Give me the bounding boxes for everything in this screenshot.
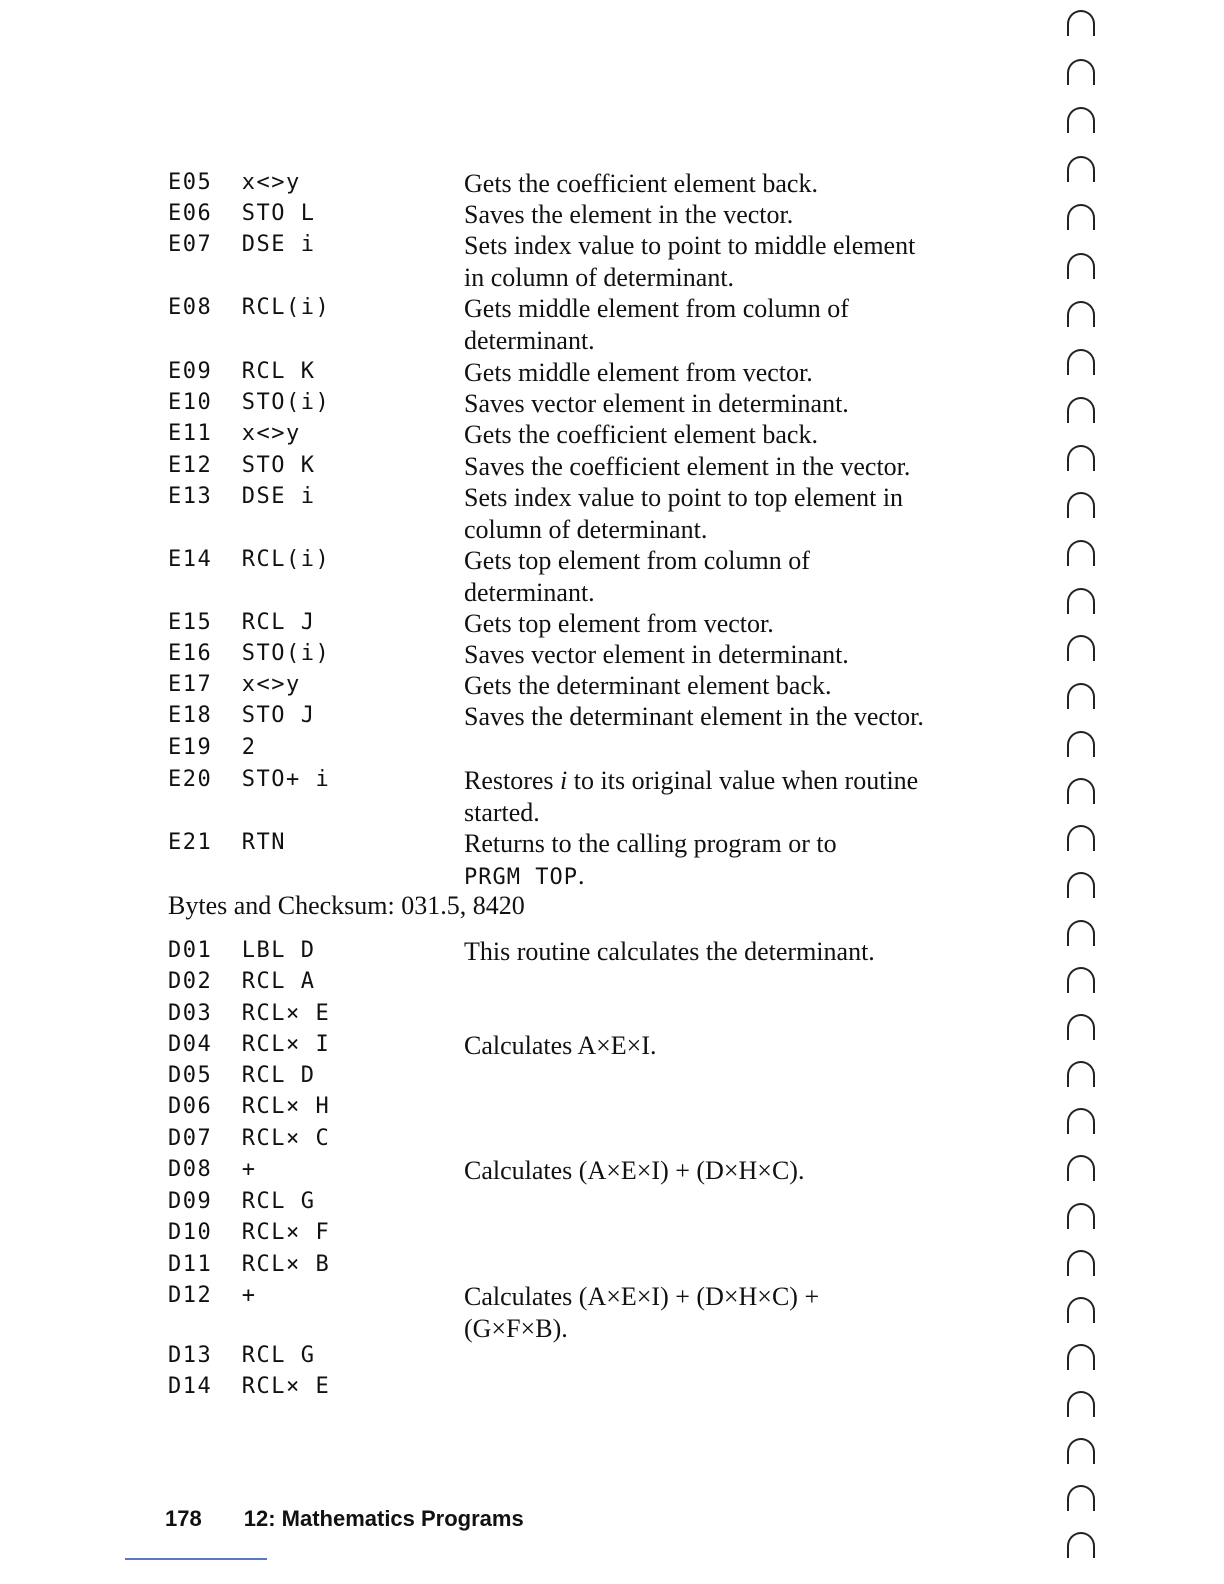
binding-ring-icon (1067, 204, 1095, 230)
desc-D04: Calculates A×E×I. (464, 1031, 657, 1060)
desc-E07: Sets index value to point to middle element in column of determinant. (464, 231, 916, 292)
step-E14: E14 RCL(i) (168, 547, 331, 572)
step-E17: E17 x<>y (168, 672, 301, 697)
spiral-binding (1062, 0, 1112, 1584)
binding-ring-icon (1067, 588, 1095, 614)
desc-E21: Returns to the calling program or to PRGM TOP. (464, 829, 837, 890)
binding-ring-icon (1067, 540, 1095, 566)
desc-E06: Saves the element in the vector. (464, 200, 794, 229)
step-D08: D08 + (168, 1157, 257, 1182)
step-D09: D09 RCL G (168, 1189, 316, 1214)
step-E16: E16 STO(i) (168, 641, 331, 666)
step-D01: D01 LBL D (168, 938, 316, 963)
step-D03: D03 RCL× E (168, 1001, 331, 1026)
binding-ring-icon (1067, 301, 1095, 327)
binding-ring-icon (1067, 825, 1095, 851)
desc-E05: Gets the coefficient element back. (464, 169, 818, 198)
binding-ring-icon (1067, 872, 1095, 898)
step-E05: E05 x<>y (168, 170, 301, 195)
desc-E17: Gets the determinant element back. (464, 671, 832, 700)
step-D02: D02 RCL A (168, 969, 316, 994)
desc-E12: Saves the coefficient element in the vector. (464, 452, 911, 481)
step-E18: E18 STO J (168, 703, 316, 728)
binding-ring-icon (1067, 10, 1095, 36)
step-D12: D12 + (168, 1283, 257, 1308)
step-E08: E08 RCL(i) (168, 295, 331, 320)
binding-ring-icon (1067, 920, 1095, 946)
desc-E20: Restores i to its original value when routine started. (464, 766, 919, 827)
desc-E09: Gets middle element from vector. (464, 358, 813, 387)
step-E15: E15 RCL J (168, 610, 316, 635)
binding-ring-icon (1067, 59, 1095, 85)
desc-E15: Gets top element from vector. (464, 609, 774, 638)
binding-ring-icon (1067, 445, 1095, 471)
footer-rule (125, 1558, 267, 1560)
page-number: 178 (165, 1506, 202, 1531)
step-E12: E12 STO K (168, 453, 316, 478)
binding-ring-icon (1067, 253, 1095, 279)
binding-ring-icon (1067, 1155, 1095, 1181)
step-D05: D05 RCL D (168, 1063, 316, 1088)
desc-D01: This routine calculates the determinant. (464, 937, 875, 966)
step-D07: D07 RCL× C (168, 1126, 331, 1151)
desc-E11: Gets the coefficient element back. (464, 420, 818, 449)
binding-ring-icon (1067, 1203, 1095, 1229)
chapter-title: 12: Mathematics Programs (243, 1506, 524, 1531)
desc-E10: Saves vector element in determinant. (464, 389, 849, 418)
binding-ring-icon (1067, 1108, 1095, 1134)
desc-E18: Saves the determinant element in the vector. (464, 702, 924, 731)
step-E10: E10 STO(i) (168, 390, 331, 415)
step-D10: D10 RCL× F (168, 1220, 331, 1245)
desc-E14: Gets top element from column of determinant. (464, 546, 810, 607)
binding-ring-icon (1067, 1344, 1095, 1370)
desc-E16: Saves vector element in determinant. (464, 640, 849, 669)
binding-ring-icon (1067, 492, 1095, 518)
desc-D12: Calculates (A×E×I) + (D×H×C) + (G×F×B). (464, 1282, 820, 1343)
step-D13: D13 RCL G (168, 1343, 316, 1368)
step-E06: E06 STO L (168, 201, 316, 226)
step-E07: E07 DSE i (168, 232, 316, 257)
bytes-checksum: Bytes and Checksum: 031.5, 8420 (168, 891, 525, 920)
step-D06: D06 RCL× H (168, 1094, 331, 1119)
binding-ring-icon (1067, 1391, 1095, 1417)
binding-ring-icon (1067, 1297, 1095, 1323)
binding-ring-icon (1067, 1532, 1095, 1558)
step-D14: D14 RCL× E (168, 1374, 331, 1399)
binding-ring-icon (1067, 635, 1095, 661)
step-E09: E09 RCL K (168, 359, 316, 384)
binding-ring-icon (1067, 1061, 1095, 1087)
prgm-top-label: PRGM TOP (464, 864, 578, 890)
binding-ring-icon (1067, 1485, 1095, 1511)
step-E11: E11 x<>y (168, 421, 301, 446)
binding-ring-icon (1067, 156, 1095, 182)
step-E20: E20 STO+ i (168, 767, 331, 792)
step-D11: D11 RCL× B (168, 1252, 331, 1277)
binding-ring-icon (1067, 349, 1095, 375)
desc-D08: Calculates (A×E×I) + (D×H×C). (464, 1156, 805, 1185)
binding-ring-icon (1067, 683, 1095, 709)
binding-ring-icon (1067, 1438, 1095, 1464)
binding-ring-icon (1067, 731, 1095, 757)
binding-ring-icon (1067, 1014, 1095, 1040)
page-footer (165, 1506, 524, 1532)
step-D04: D04 RCL× I (168, 1032, 331, 1057)
desc-E13: Sets index value to point to top element in column of determinant. (464, 483, 904, 544)
step-E21: E21 RTN (168, 830, 286, 855)
binding-ring-icon (1067, 1250, 1095, 1276)
desc-E08: Gets middle element from column of determinant. (464, 294, 849, 355)
binding-ring-icon (1067, 107, 1095, 133)
binding-ring-icon (1067, 397, 1095, 423)
step-E19: E19 2 (168, 735, 257, 760)
binding-ring-icon (1067, 778, 1095, 804)
binding-ring-icon (1067, 967, 1095, 993)
step-E13: E13 DSE i (168, 484, 316, 509)
